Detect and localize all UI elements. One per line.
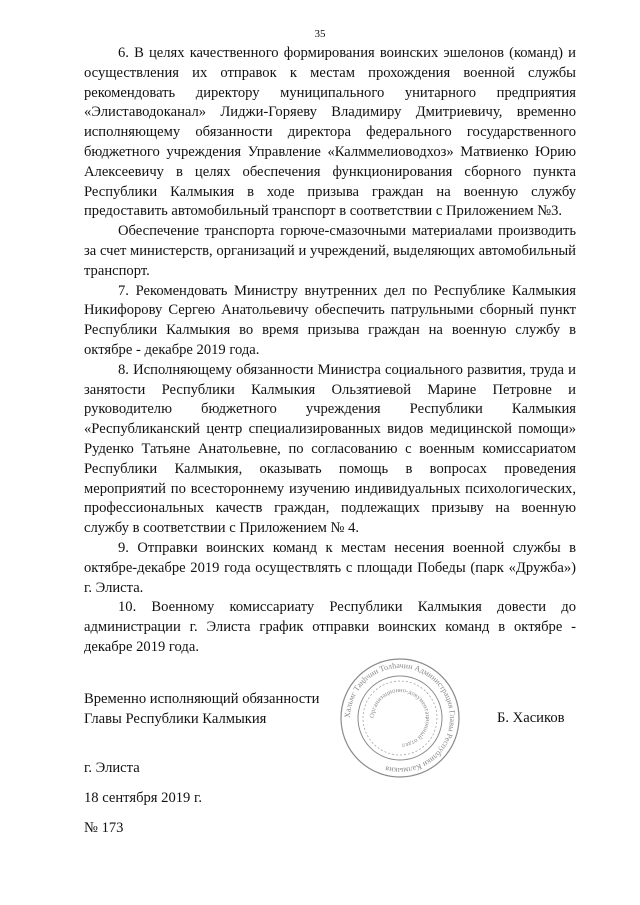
official-stamp-icon	[338, 656, 462, 780]
paragraph-9: 9. Отправки воинских команд к местам несения военной службы в октябре-декабре 2019 года осуществлять с площади Победы (парк «Дружба») г. Элиста.	[84, 539, 576, 596]
issue-date: 18 сентября 2019 г.	[84, 790, 202, 806]
signatory-title-line1: Временно исполняющий обязанности	[84, 691, 320, 707]
paragraph-10: 10. Военному комиссариату Республики Калмыкия довести до администрации г. Элиста график отправки воинских команд в октябре - декабре 2019 года.	[84, 599, 576, 655]
signatory-title-line2: Главы Республики Калмыкия	[84, 710, 267, 727]
stamp-outer-text: Хальмг Таңһчин Толһачин Администрация Главы Республики Калмыкия	[342, 660, 458, 776]
page-number: 35	[314, 28, 326, 40]
paragraph-6: 6. В целях качественного формирования воинских эшелонов (команд) и осуществления их отправок к местам прохождения военной службы рекомендовать директору муниципального унитарного предприятия «Элиставодоканал» Лиджи-Горяеву Владимиру Дмитриевичу, временно исполняющему обязанности директора федерального государственного бюджетного учреждения Управление «Калммелиоводхоз» Матвиенко Юрию Алексеевичу в целях обеспечения функционирования сборного пункта Республики Калмыкия в ходе призыва граждан на военную службу предоставить автомобильный транспорт в соответствии с Приложением №3.	[84, 45, 576, 220]
paragraph-6-fuel: Обеспечение транспорта горюче-смазочными материалами производить за счет министерств, организаций и учреждений, выделяющих автомобильный транспорт.	[84, 223, 576, 279]
document-number: № 173	[84, 820, 124, 836]
paragraph-8: 8. Исполняющему обязанности Министра социального развития, труда и занятости Республики Калмыкия Ользятиевой Марине Петровне и руководителю бюджетного учреждения Республики Калмыкия «Республиканский центр специализированных видов медицинской помощи» Руденко Татьяне Анатольевне, по согласованию с военным комиссариатом Республики Калмыкия, оказывать помощь в вопросах проведения мероприятий по всестороннему изучению индивидуальных психологических, профессиональных качеств граждан, подлежащих призыву на военную службу в соответствии с Приложением № 4.	[84, 361, 576, 537]
document-body	[84, 44, 576, 658]
issue-place: г. Элиста	[84, 760, 140, 776]
signatory-name: Б. Хасиков	[497, 710, 565, 726]
stamp-inner-text: Организационно-документационный отдел	[368, 686, 432, 749]
paragraph-7: 7. Рекомендовать Министру внутренних дел по Республике Калмыкия Никифорову Сергею Анатольевичу обеспечить патрульными сборный пункт Республики Калмыкия во время призыва граждан на военную службу в октябре - декабре 2019 года.	[84, 282, 576, 358]
